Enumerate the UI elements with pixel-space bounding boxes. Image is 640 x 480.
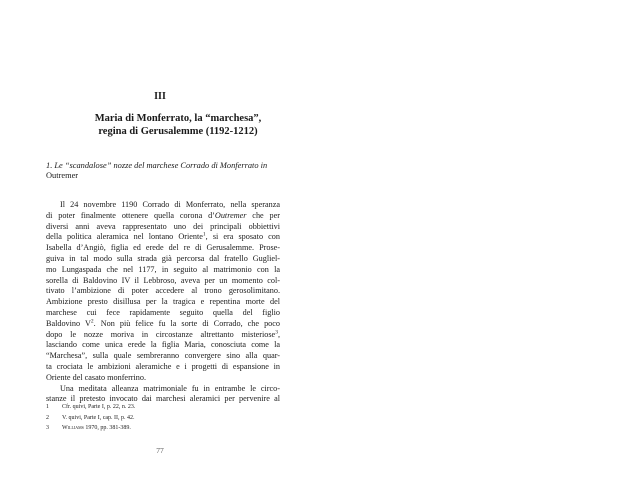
body-line: stanze il pretesto invocato dai marchesi aleramici per pervenire al [46,394,280,404]
body-text [46,200,280,405]
body-line: diversi anni aveva rappresentato uno dei principali obbiettivi [46,221,280,231]
body-line: Ambizione presto disillusa per la tragica e repentina morte del [46,297,280,307]
chapter-title-line: Maria di Monferrato, la “marchesa”, [94,113,262,124]
footnote-text: Cfr. quivi, Parte I, p. 22, n. 23. [62,404,136,410]
section-heading [46,161,278,181]
body-line: dopo le nozze moriva in circostanze altrettanto misteriose$^3$, [46,328,280,339]
body-line: di poter finalmente ottenere quella corona d’Outremer che per [46,210,280,220]
footnote-number: 3 [46,425,49,431]
page-number: 77 [156,446,164,455]
body-line: lasciando come unica erede la figlia Maria, conosciuta come la [46,340,280,350]
body-line: tivato l’ambizione di poter accedere al trono gerosolimitano. [46,286,280,296]
body-line: Una meditata alleanza matrimoniale fu in entrambe le circo- [60,383,280,393]
body-line: ta crociata le ambizioni aleramiche e i progetti di espansione in [46,361,280,371]
footnote [46,423,280,434]
body-line: Baldovino $V^2$. Non più felice fu la sorte di Corrado, che poco [46,318,280,328]
body-line: mo Lungaspada che nel 1177, in seguito al matrimonio con la [46,264,280,274]
section-number: 1. [46,161,53,170]
body-line: Il 24 novembre 1190 Corrado di Monferrato, nella speranza [60,200,280,209]
footnote-number: 2 [46,414,49,421]
chapter-title [78,112,278,138]
footnote-ref: 1 [202,231,206,238]
footnote-ref: 2 [90,318,94,325]
footnote-ref: 3 [275,328,278,335]
body-line: “Marchesa”, sulla quale sembreranno convergere sino alla quar- [46,351,280,361]
chapter-title-line: regina di Gerusalemme (1192-1212) [98,126,258,137]
body-line: guiva in tal modo sulla strada già percorsa dal fratello Gugliel- [46,253,280,263]
footnotes [46,402,280,434]
section-heading-text: Le “scandalose” nozze del marchese Corrado di Monferrato in [54,161,268,170]
footnote-text: V. quivi, Parte I, cap. II, p. 42. [62,414,135,421]
section-heading-text: Outremer [46,171,79,180]
footnote [46,402,280,413]
author-name: Williams [62,425,84,431]
body-line: della politica aleramica nel lontano Oriente$^1$, si era sposato con [46,231,280,242]
italic-term: Outremer [214,210,247,220]
footnote-text: Williams 1970, pp. 381-389. [62,425,131,431]
footnote [46,413,280,424]
body-line: sorella di Baldovino IV il Lebbroso, aveva per un momento col- [46,275,280,285]
body-line: Oriente del casato monferrino. [46,372,147,382]
body-line: marchese cui fece rapidamente seguito quella del figlio [46,307,280,317]
footnote-number: 1 [46,404,49,410]
chapter-number: III [154,91,166,102]
body-line: Isabella d’Angiò, figlia ed erede del re di Gerusalemme. Prose- [46,243,280,253]
